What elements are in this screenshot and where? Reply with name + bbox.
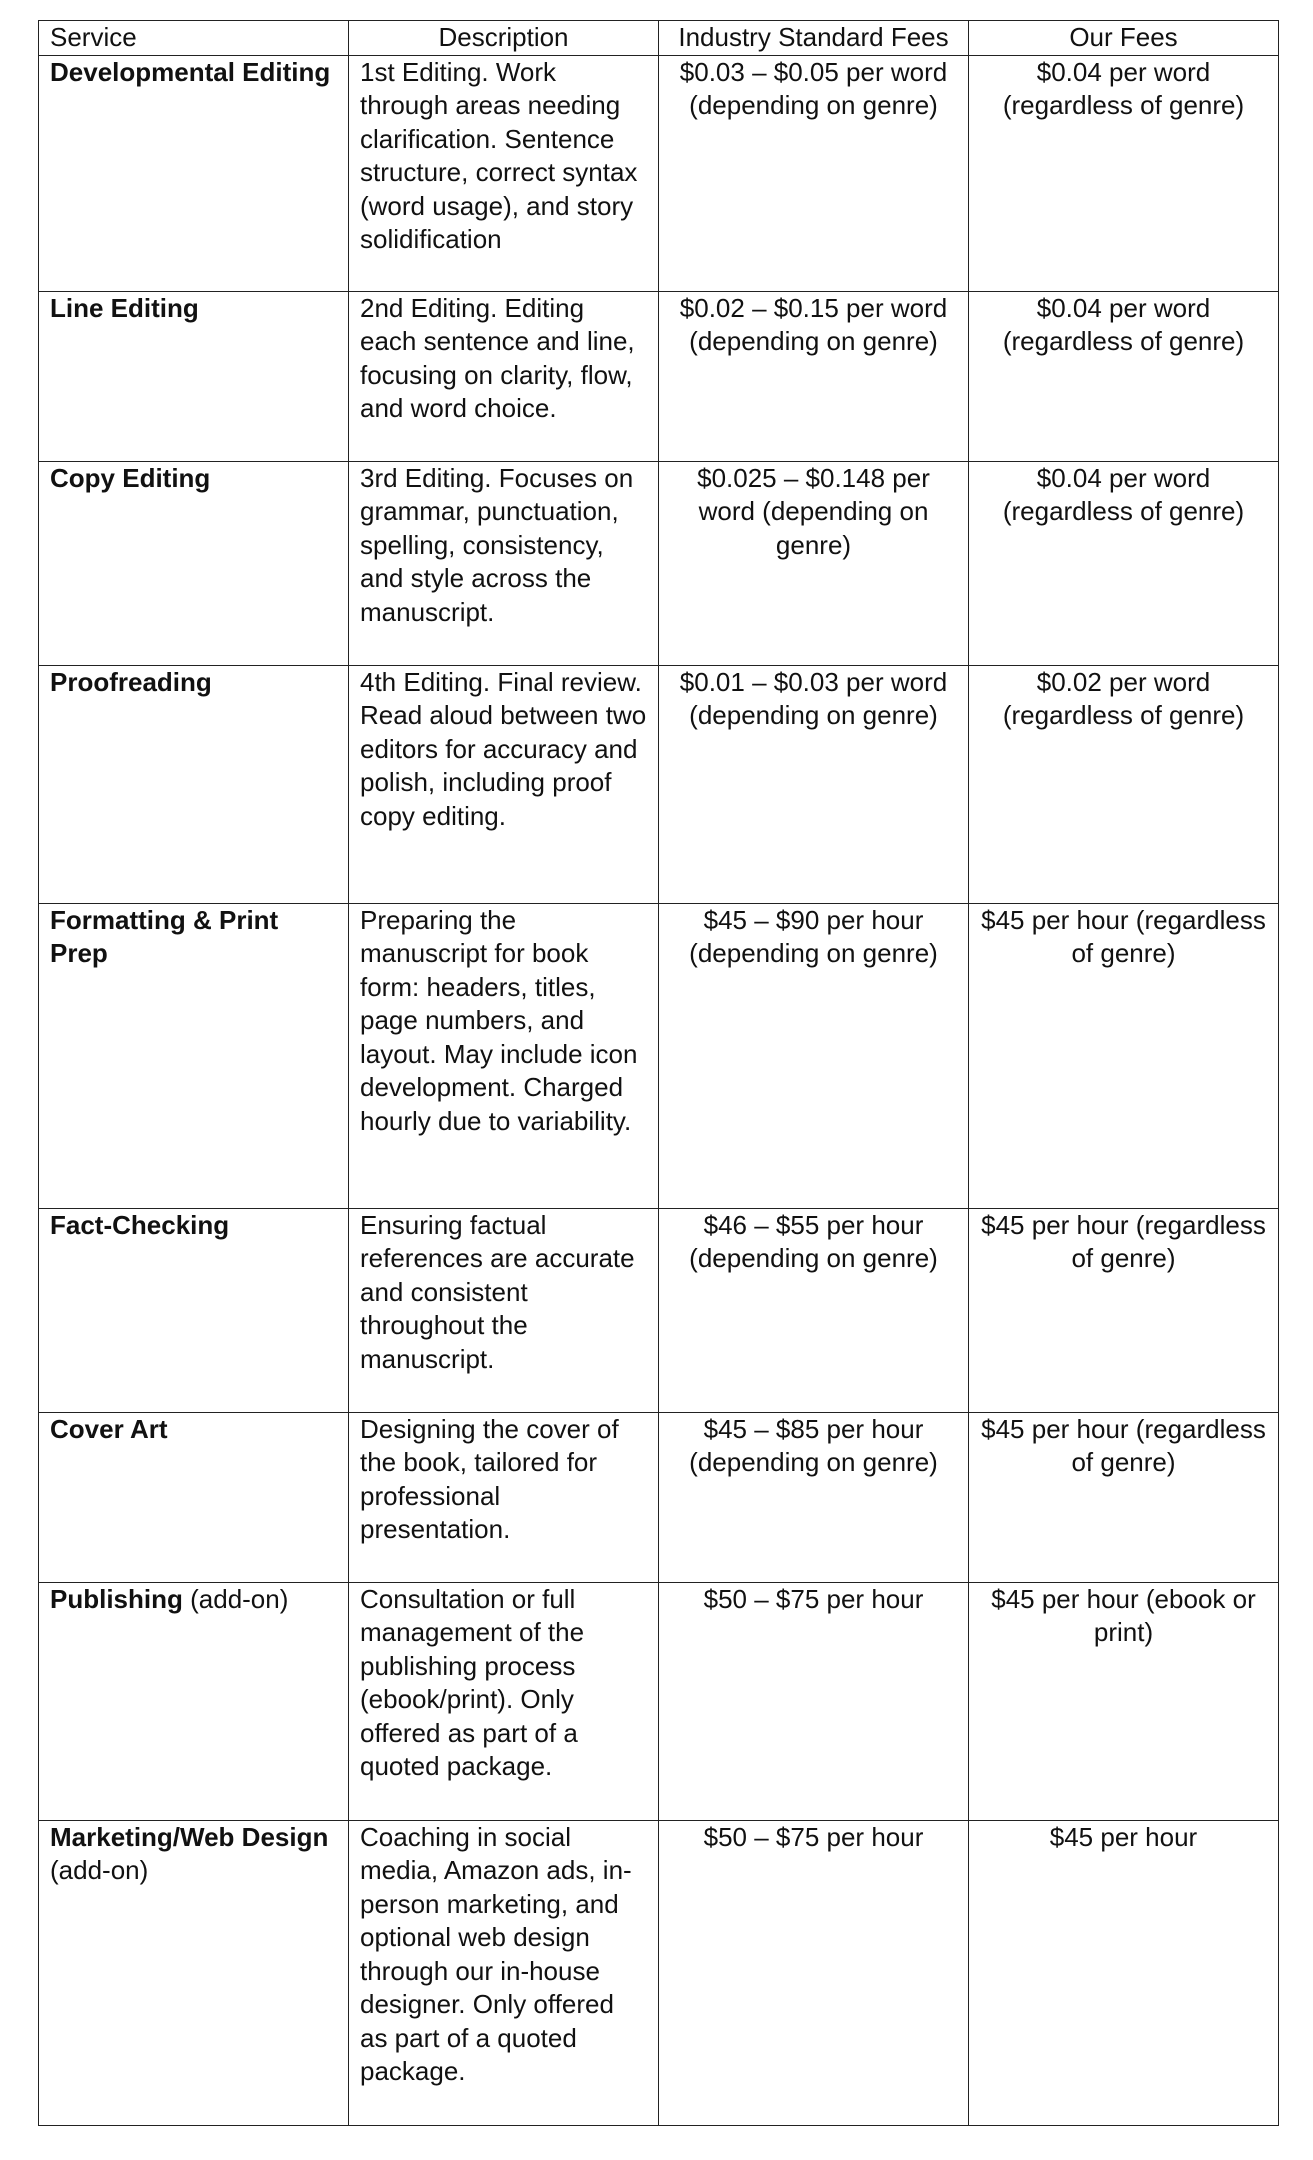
table-row [39, 291, 1279, 461]
description-cell: 1st Editing. Work through areas needing clarification. Sentence structure, correct syntax (word usage), and story solidification [349, 55, 659, 291]
service-name: Proofreading [50, 666, 212, 697]
description-cell: 4th Editing. Final review. Read aloud between two editors for accuracy and polish, including proof copy editing. [349, 665, 659, 903]
industry-fee-cell: $50 – $75 per hour [659, 1582, 969, 1820]
our-fee-cell: $45 per hour (ebook or print) [969, 1582, 1279, 1820]
service-name: Copy Editing [50, 462, 211, 493]
industry-fee-cell: $50 – $75 per hour [659, 1820, 969, 2125]
table-header-row [39, 21, 1279, 56]
description-cell: Ensuring factual references are accurate and consistent throughout the manuscript. [349, 1208, 659, 1412]
service-cell [39, 1582, 349, 1820]
industry-fee-cell: $0.01 – $0.03 per word (depending on genre) [659, 665, 969, 903]
service-suffix: (add-on) [50, 1855, 149, 1885]
service-suffix: (add-on) [182, 1583, 289, 1614]
service-name: Developmental Editing [50, 56, 331, 87]
fees-table [38, 20, 1279, 2126]
description-cell: Coaching in social media, Amazon ads, in-person marketing, and optional web design through our in-house designer. Only offered as part of a quoted package. [349, 1820, 659, 2125]
table-row [39, 461, 1279, 665]
description-cell: Preparing the manuscript for book form: headers, titles, page numbers, and layout. May include icon development. Charged hourly due to variability. [349, 903, 659, 1208]
table-row [39, 1820, 1279, 2125]
service-name: Cover Art [50, 1413, 168, 1444]
service-name: Fact-Checking [50, 1209, 230, 1240]
table-row [39, 1208, 1279, 1412]
our-fee-cell: $0.04 per word (regardless of genre) [969, 291, 1279, 461]
our-fee-cell: $0.04 per word (regardless of genre) [969, 461, 1279, 665]
industry-fee-cell: $45 – $85 per hour (depending on genre) [659, 1412, 969, 1582]
description-cell: Designing the cover of the book, tailored for professional presentation. [349, 1412, 659, 1582]
service-name: Publishing [50, 1583, 183, 1614]
industry-fee-cell: $0.02 – $0.15 per word (depending on genre) [659, 291, 969, 461]
description-cell: Consultation or full management of the publishing process (ebook/print). Only offered as part of a quoted package. [349, 1582, 659, 1820]
our-fee-cell: $45 per hour (regardless of genre) [969, 1412, 1279, 1582]
service-cell [39, 461, 349, 665]
our-fee-cell: $0.04 per word (regardless of genre) [969, 55, 1279, 291]
service-cell [39, 665, 349, 903]
service-name: Marketing/Web Design [50, 1821, 329, 1852]
service-name: Formatting & Print Prep [50, 904, 279, 968]
table-row [39, 55, 1279, 291]
service-cell [39, 291, 349, 461]
description-cell: 2nd Editing. Editing each sentence and line, focusing on clarity, flow, and word choice. [349, 291, 659, 461]
header-service: Service [39, 21, 349, 56]
service-cell [39, 903, 349, 1208]
description-cell: 3rd Editing. Focuses on grammar, punctuation, spelling, consistency, and style across the manuscript. [349, 461, 659, 665]
header-our-fees: Our Fees [969, 21, 1279, 56]
our-fee-cell: $0.02 per word (regardless of genre) [969, 665, 1279, 903]
service-cell [39, 1412, 349, 1582]
our-fee-cell: $45 per hour [969, 1820, 1279, 2125]
service-name: Line Editing [50, 292, 199, 323]
our-fee-cell: $45 per hour (regardless of genre) [969, 903, 1279, 1208]
table-row [39, 665, 1279, 903]
table-row [39, 1582, 1279, 1820]
table-row [39, 1412, 1279, 1582]
table-row [39, 903, 1279, 1208]
header-industry-fees: Industry Standard Fees [659, 21, 969, 56]
service-cell [39, 1208, 349, 1412]
industry-fee-cell: $0.03 – $0.05 per word (depending on genre) [659, 55, 969, 291]
our-fee-cell: $45 per hour (regardless of genre) [969, 1208, 1279, 1412]
service-cell [39, 55, 349, 291]
header-description: Description [349, 21, 659, 56]
service-cell [39, 1820, 349, 2125]
industry-fee-cell: $46 – $55 per hour (depending on genre) [659, 1208, 969, 1412]
industry-fee-cell: $45 – $90 per hour (depending on genre) [659, 903, 969, 1208]
industry-fee-cell: $0.025 – $0.148 per word (depending on genre) [659, 461, 969, 665]
